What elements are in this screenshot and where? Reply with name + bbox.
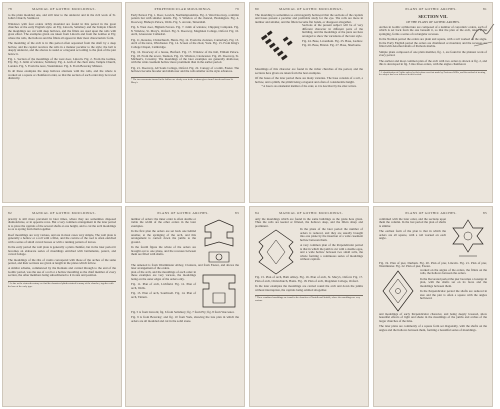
- footnote: * A classification of Gothic arches by their plans was first made by Professor Willis, and his method of treating the subject has been followed in this section.: [379, 70, 486, 77]
- page-number: 84: [255, 211, 259, 215]
- running-title: PLANS OF GOTHIC ARCHES.: [405, 7, 457, 11]
- paragraph: Fig. 15. Plan of arch, Bath Abbey. Fig. 16. Plan of arch, St. Mary's, Oxford. Fig. 17. Plan of arch, Christchurch, Hants. Fig. 18. Plan of arch, Magdalen College, Oxford.: [255, 275, 363, 283]
- running-title: PERPENDICULAR MOULDINGS.: [154, 7, 212, 11]
- paragraph: Sections of the present subject will be of very different character in different parts of the building, and the mouldings of the piers are here arranged to show the variations of the later style.: [302, 23, 363, 38]
- section-title: SECTION VII.: [418, 14, 448, 19]
- running-header: [131, 211, 239, 215]
- figure-with-text: [255, 228, 363, 276]
- page-number: 82: [8, 211, 12, 215]
- section-subtitle: OF THE PLANS OF GOTHIC ARCHES.: [406, 20, 460, 24]
- page-85: [373, 206, 493, 407]
- footnote: * The two casements formed in the hollow are clearly seen in the sections given from Lincoln and from St. Mary's.: [131, 77, 239, 85]
- paragraph: Fig. 11. Plan of arch, Lichfield. Fig. 12. Plan of arch, Wells.: [131, 282, 196, 290]
- page-number: 81: [483, 7, 487, 11]
- running-header: [255, 7, 363, 11]
- paragraph: Fig. 6. West door, Higham Ferrers. Fig. 7. Jamb of window, Chipping Campden. Fig. 8. Window, St. Mary's, Oxford. Fig. 9. Doorway, Magdalen College, Oxford. Fig. 10. Arch, Gloucester Cathedral.: [131, 25, 239, 37]
- page-82: [2, 206, 122, 407]
- figure-caption: * A base is an ornamental member of the order, as it is described by the older writers.: [261, 85, 357, 89]
- page-79: [125, 2, 245, 203]
- paragraph: priority is still more prevalent in later times, where they are sometimes disposed diamondwise, or in opposite rows. But a very common arrangement in the later period is to place the capitals of the several shafts at one height, and to cut the arch mouldings so as to spring from them together.: [8, 217, 116, 232]
- running-title: PLANS OF GOTHIC ARCHES.: [157, 211, 209, 215]
- paragraph: In the first plan the orders are set back one behind another, at the springing of the arch, and this arrangement is carried down the jambs to the ground.: [131, 229, 196, 244]
- paragraph: The moulding is sometimes so extravagantly hollowed that the sections of the capitals and bases present a peculiar and profitable study for the eye. The rolls are more in number and smaller, and the fillets become flat bands, or disappear altogether.: [255, 13, 363, 24]
- figure-with-text: [131, 271, 239, 311]
- paragraph: Fig. 11. Reredos, Christchurch, Hants. Fig. 12. From the cloisters, Canterbury. Fig. 13. Arch of the nave, Winchester. Fig. 14. Screen of the choir, York. Fig. 15. From King's College Chapel, Cambridge.: [131, 37, 239, 49]
- paragraph: The moulding of the arch is in this period often separated from the shaft by a deep hollow, and the capital receives the rolls in a manner peculiar to the style; the bell is deeply undercut, and the abacus is round or octagonal according to the plan of the pier below it.: [8, 41, 116, 56]
- paragraph: Fig. 16. Doorway of a house, Burford. Fig. 17. Window of the hall, Eltham Palace. Fig. 18. From the tower, Taunton. Fig. 19. Window, Cirencester. Fig. 20. Doorway, St. Michael's, Coventry. The mouldings of the later examples are generally shallower, with the wide casement hollow more prominent than in the earlier period.: [131, 50, 239, 65]
- running-title: PLANS OF GOTHIC ARCHES.: [405, 211, 457, 215]
- running-title: MANUAL OF GOTHIC MOULDINGS.: [32, 211, 96, 215]
- paragraph: The mouldings of the ribs of vaults correspond with those of the arches of the same period, and their sections are given at length in the plates which follow.: [8, 257, 116, 265]
- running-title: MANUAL OF GOTHIC MOULDINGS.: [32, 7, 96, 11]
- paragraph: Roof mouldings are very various, and are in most cases very simple. The wall plate is generally a hollow or a roll with a fillet, and the cornice of the roof is often enriched with a series of small carved bosses or with a running pattern of leaves.: [8, 232, 116, 244]
- paragraph: only the mouldings which are found in the same buildings as the plans here given. Thus the rolls are keeled or filleted, the hollows deep, and the fillets sharp and prominent.: [255, 217, 363, 228]
- running-header: [8, 7, 116, 11]
- paragraph: The later plans are commonly of a square form set diagonally, with the shafts on the angles and the hollows between them, forming a beautiful series of mouldings.: [379, 324, 487, 332]
- paragraph: In the later examples the mouldings are carried round the arch and down the jambs without interruption, the capitals being omitted altogether.: [255, 284, 363, 292]
- page-number: 83: [235, 211, 239, 215]
- page-83: [125, 206, 245, 407]
- running-header: [131, 7, 239, 11]
- page-number: 78: [8, 7, 12, 11]
- paragraph: Early Period. Fig. 1. Door, Lowick, Northamptonshire. Fig. 2. West Doorway, a similar pattern but with smaller details. Fig. 3. Window of the chancel, Heckington. Fig. 4. Doorway, Bishop's Palace, Wells. Fig. 5. Arcade, Tattershall.: [131, 13, 239, 24]
- paragraph: The earliest and most common plan of the arch with two orders is shown at fig. 2, and this is developed in fig. 3 into three orders, with the angles chamfered.: [379, 58, 487, 67]
- paragraph: In the plans of the later period the number of orders is reduced, and they are usually brought into one plane by the insertion of a wide casement hollow between them.: [300, 227, 363, 242]
- paragraph: Fig. 24. Base, Lavenham. Fig. 25. Base, Ludlow. Fig. 26. Base, Bristol. Fig. 27. Base, Sherborne.: [302, 39, 363, 47]
- paragraph: In the fourth figure the whole of the orders are brought out to one plane, and the recesses between them are filled with shafts.: [131, 245, 196, 257]
- figure-with-text: [379, 269, 487, 313]
- page-number: 85: [483, 211, 487, 215]
- paragraph: Fig. 21. Doorway, All Souls College, Oxford. Fig. 22. Canopy of a tomb, Exeter. The hollows become broader and shallower and the rolls smaller as the style advances.: [131, 65, 239, 74]
- paragraph: In the Decorated period the pier becomes a lozenge in plan, with the shafts set on its faces and the mouldings between them.: [420, 276, 487, 288]
- paragraph: Fig. 9 is from Beverley; and fig. 10 from York, showing the late plan in which the orders are all moulded and cut in the solid stone.: [131, 315, 239, 323]
- pier-plan-figure: [379, 269, 417, 313]
- paragraph: Fig. 1. Section of the mouldings of the west door, Lincoln. Fig. 2. From the Galilee, Ely. Fig. 3. Jamb of window, Salisbury. Fig. 4. Arch of the choir aisle, Temple Church, London. Fig. 5. From the nave, Westminster. Fig. 6. From Beverley Minster.: [8, 56, 116, 68]
- paragraph: and mouldings of early Perpendicular character, and being deeply lowered, show beautiful effects of light and shade in the mouldings of the jambs and arches of the larger churches of the time.: [379, 311, 487, 323]
- paragraph: plan of the arch, and the mouldings of each order in these examples are very various, the mouldings being on the outer edges of the orders only.: [131, 269, 196, 281]
- running-header: [379, 211, 487, 215]
- pencil-annotation: [470, 20, 498, 50]
- paragraph: Fig. 5 is from Lincoln; fig. 6 from Salisbury; fig. 7 from Ely; fig. 8 from Worcester.: [131, 309, 235, 314]
- footnote: * As late as the sixteenth century we find the chamfered plinth retained in many of the churches, together with the base of the early type.: [8, 281, 116, 289]
- figure-with-text: [131, 218, 239, 264]
- figure-with-text: [255, 24, 363, 68]
- paragraph: In the Perpendicular period the shafts are reduced in size and the pier is often a square with the angles hollowed.: [420, 289, 487, 301]
- running-title: MANUAL OF GOTHIC MOULDINGS.: [279, 211, 343, 215]
- paragraph: The annexed is from Westminster Abbey, Cloisters, and from Exeter, and shows the later arrangement of the orders.: [131, 263, 239, 271]
- paragraph: combined with the later order, and the sections upon them the column. In the last period the plan of shafts is similar.: [379, 217, 446, 228]
- paragraph: to the plain moulded one, and still later to the undercut and in the rich work of St. John's Church, Stamford.: [8, 13, 116, 21]
- paragraph: A similar scheme, commenced by the Romans and carried through to the end of the Gothic period, was the use of a roll or a hollow moulding as the chief member of every section, the other members being subordinated to it in size and position.: [8, 266, 116, 278]
- paragraph: Mouldings of this character are found in the richer churches of the period, and the sections here given are taken from the best examples.: [255, 67, 363, 75]
- paragraph: Fig. 19. Plan of pier, Durham. Fig. 20. Plan of pier, Lincoln. Fig. 21. Plan of pier, Westminster. Fig. 22. Plan of pier, Exeter.: [379, 261, 487, 269]
- paragraph: worked on the angles of the orders, the fillets on the rolls, the hollows between the orders.: [420, 267, 487, 276]
- paragraph: A very common plan of the Perpendicular period is that in which the jamb is cut with a double ogee, and a wide hollow between two small rolls, the whole forming a continuous series of mouldings without capitals.: [300, 243, 363, 261]
- paragraph: The earliest form of the plan is that in which the orders are all square, with a roll worked on each angle.: [379, 229, 446, 241]
- paragraph: Of the bases of the later period there are many varieties. The base consists of a roll, a hollow, and a plinth, the plinth being octagonal and often of considerable height.: [255, 76, 363, 84]
- running-header: [8, 211, 116, 215]
- paragraph: In the Norman period the orders are plain and square, with a roll worked on the angle. In the Early English period the orders are chamfered or moulded, and the recesses are filled with detached shafts of Purbeck marble.: [379, 37, 487, 49]
- page-80: [249, 2, 369, 203]
- page-78: [2, 2, 122, 203]
- paragraph: number of orders: the inner order is often double or treble the width of the other orders in the later examples.: [131, 217, 196, 228]
- running-header: [255, 211, 363, 215]
- paragraph: Fig. 13. Plan of arch, Southwell. Fig. 14. Plan of arch, Tintern.: [131, 291, 196, 299]
- arch-plan-figure: [255, 228, 297, 276]
- paragraph: Windows with four orders richly moulded are found in this period in the great churches of the early English style. At Ely, Lincoln, Salisbury and the Temple Church the mouldings are cut with deep hollows, and the fillets are used upon the rolls with great effect. The examples given are taken from Lincoln and from the Galilee at Ely, where the rolls, the hollows and the fillets all appear in their most characteristic form.: [8, 21, 116, 40]
- pier-plan-figure: [449, 218, 487, 262]
- figure-with-text: [379, 218, 487, 262]
- page-number: 80: [255, 7, 259, 11]
- footnote: * These combined mouldings are found in the churches of Norfolk and Suffolk, where the mouldings are very various.: [255, 295, 363, 303]
- paragraph: Arches in Gothic architecture are composed of a number of concentric orders, each of which is set back from the one beneath it, so that the plan of the arch, taken at the springing, forms a series of rectangular recesses.: [379, 25, 487, 36]
- arch-plan-figure: [199, 271, 239, 311]
- running-title: MANUAL OF GOTHIC MOULDINGS.: [279, 7, 343, 11]
- arch-plan-figure: [199, 218, 239, 264]
- paragraph: In all these examples the deep hollows alternate with the rolls, and the whole is worked on a square or chamfered order, so that the section of each order may be traced distinctly.: [8, 69, 116, 81]
- paragraph: Simple plans composed of one plain member, fig. 1, are found in the plainest work of every period.: [379, 49, 487, 58]
- page-number: 79: [235, 7, 239, 11]
- moulding-section-figure: [255, 26, 299, 66]
- paragraph: In the early period the wall plate is generally a plain chamfer, but in the later period it becomes an elaborate series of mouldings enriched with battlements, pateræ, and carved foliage.: [8, 245, 116, 257]
- page-84: [249, 206, 369, 407]
- running-header: [379, 7, 487, 11]
